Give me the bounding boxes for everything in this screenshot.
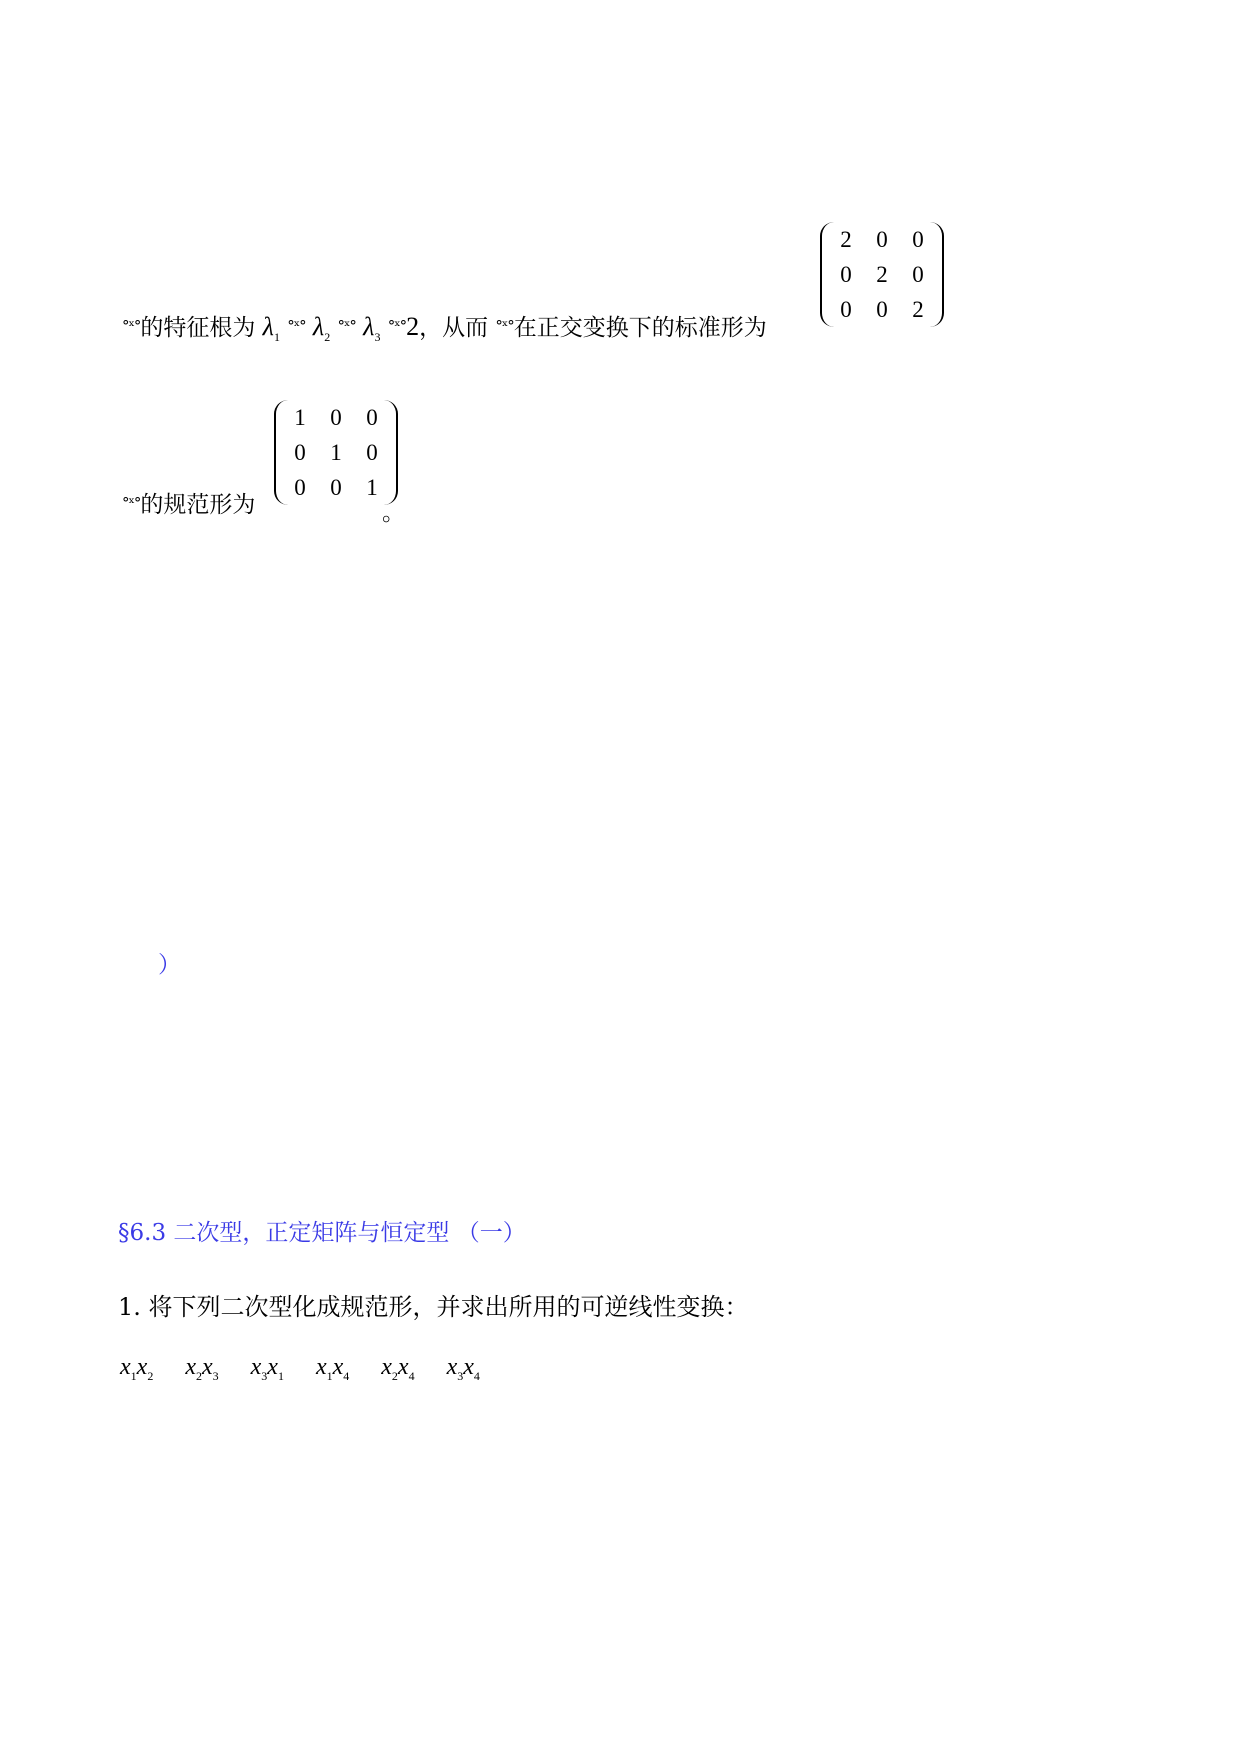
product-term: $x_2x_3$ [185, 1354, 219, 1383]
stray-parenthesis: ） [158, 952, 181, 978]
period: 。 [382, 500, 405, 526]
matrix-cell: 0 [912, 226, 924, 252]
sentence-text-a: 的特征根为 [140, 315, 256, 341]
garbled-symbol: °ˣ° [122, 317, 141, 335]
canonical-form-matrix [274, 400, 398, 505]
garbled-symbol: °ˣ° [287, 317, 306, 335]
sentence-text-c: 在正交变换下的标准形为 [513, 315, 767, 341]
matrix-cell: 0 [366, 404, 378, 430]
matrix-cell: 2 [912, 296, 924, 322]
product-term: $x_3x_1$ [250, 1354, 284, 1383]
sentence-text: 的规范形为 [140, 492, 256, 518]
matrix-cell: 0 [876, 226, 888, 252]
product-term: $x_1x_4$ [315, 1354, 350, 1383]
matrix-cell: 0 [876, 296, 888, 322]
garbled-symbol: °ˣ° [337, 317, 356, 335]
matrix-cell: 0 [912, 261, 924, 287]
matrix-cell: 2 [840, 226, 852, 252]
product-term: $x_3x_4$ [446, 1354, 480, 1383]
matrix-cell: 0 [840, 261, 852, 287]
product-term: $x_1x_2$ [120, 1354, 154, 1383]
matrix-cell: 0 [366, 439, 378, 465]
product-term: $x_2x_4$ [381, 1354, 415, 1383]
quadratic-form-terms [120, 1352, 506, 1391]
canonical-form-sentence [122, 490, 255, 522]
lambda-3: $\lambda_3$ [363, 312, 381, 345]
garbled-symbol: °ˣ° [495, 317, 514, 335]
sentence-text-b: ，从而 [419, 315, 489, 341]
matrix-cell: 1 [294, 404, 306, 430]
eigenvalue: 2 [406, 312, 420, 341]
eigenvalue-sentence [122, 312, 767, 352]
lambda-1: $\lambda_1$ [262, 312, 280, 345]
matrix-cell: 0 [294, 439, 306, 465]
garbled-symbol: °ˣ° [387, 317, 407, 335]
section-heading: §6.3 二次型，正定矩阵与恒定型 （一） [118, 1220, 526, 1246]
standard-form-matrix [820, 222, 944, 327]
matrix-cell: 0 [330, 474, 342, 500]
lambda-2: $\lambda_2$ [312, 312, 331, 345]
garbled-symbol: °ˣ° [122, 494, 141, 512]
matrix-cell: 0 [294, 474, 306, 500]
matrix-cell: 0 [840, 296, 852, 322]
problem-statement: 1. 将下列二次型化成规范形，并求出所用的可逆线性变换： [118, 1293, 749, 1321]
matrix-cell: 2 [876, 261, 888, 287]
matrix-cell: 1 [366, 474, 378, 500]
matrix-cell: 1 [330, 439, 342, 465]
matrix-cell: 0 [330, 404, 342, 430]
